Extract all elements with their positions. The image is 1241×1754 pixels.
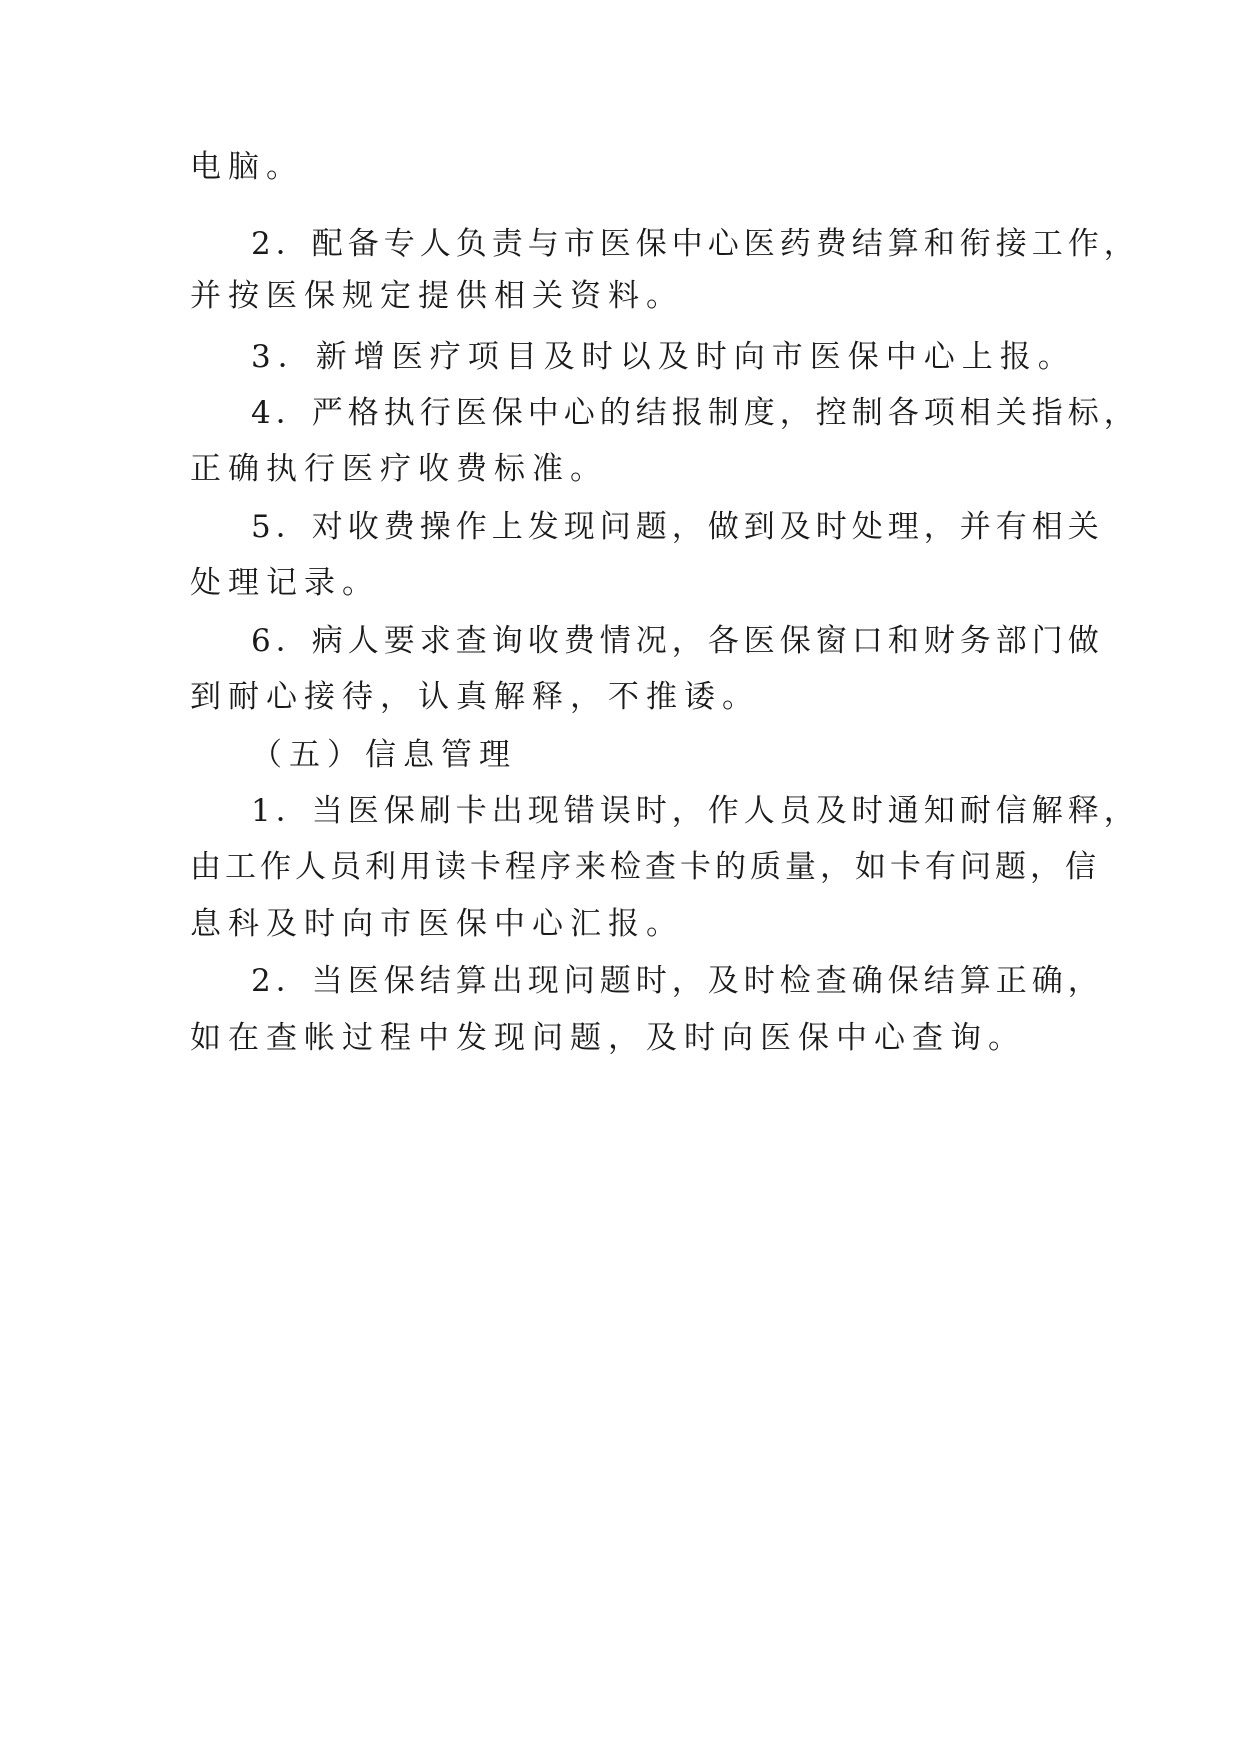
paragraph-line: 由工作人员利用读卡程序来检查卡的质量，如卡有问题，信 bbox=[190, 849, 1100, 885]
paragraph-line: 电脑。 bbox=[190, 149, 304, 185]
paragraph-line: 并按医保规定提供相关资料。 bbox=[190, 278, 684, 314]
paragraph-line: 2．当医保结算出现问题时，及时检查确保结算正确， bbox=[251, 963, 1104, 999]
paragraph-line: 4．严格执行医保中心的结报制度，控制各项相关指标， bbox=[251, 395, 1140, 431]
paragraph-line: 正确执行医疗收费标准。 bbox=[190, 451, 608, 487]
paragraph-line: 到耐心接待，认真解释，不推诿。 bbox=[190, 679, 760, 715]
paragraph-line: 2．配备专人负责与市医保中心医药费结算和衔接工作， bbox=[251, 226, 1140, 262]
paragraph-line: 1．当医保刷卡出现错误时，作人员及时通知耐信解释， bbox=[251, 793, 1140, 829]
paragraph-line: 如在查帐过程中发现问题，及时向医保中心查询。 bbox=[190, 1020, 1026, 1056]
paragraph-line: 息科及时向市医保中心汇报。 bbox=[190, 906, 684, 942]
section-heading: （五）信息管理 bbox=[251, 737, 517, 773]
paragraph-line: 3．新增医疗项目及时以及时向市医保中心上报。 bbox=[251, 339, 1076, 375]
paragraph-line: 处理记录。 bbox=[190, 565, 380, 601]
paragraph-line: 6．病人要求查询收费情况，各医保窗口和财务部门做 bbox=[251, 623, 1104, 659]
paragraph-line: 5．对收费操作上发现问题，做到及时处理，并有相关 bbox=[251, 509, 1104, 545]
